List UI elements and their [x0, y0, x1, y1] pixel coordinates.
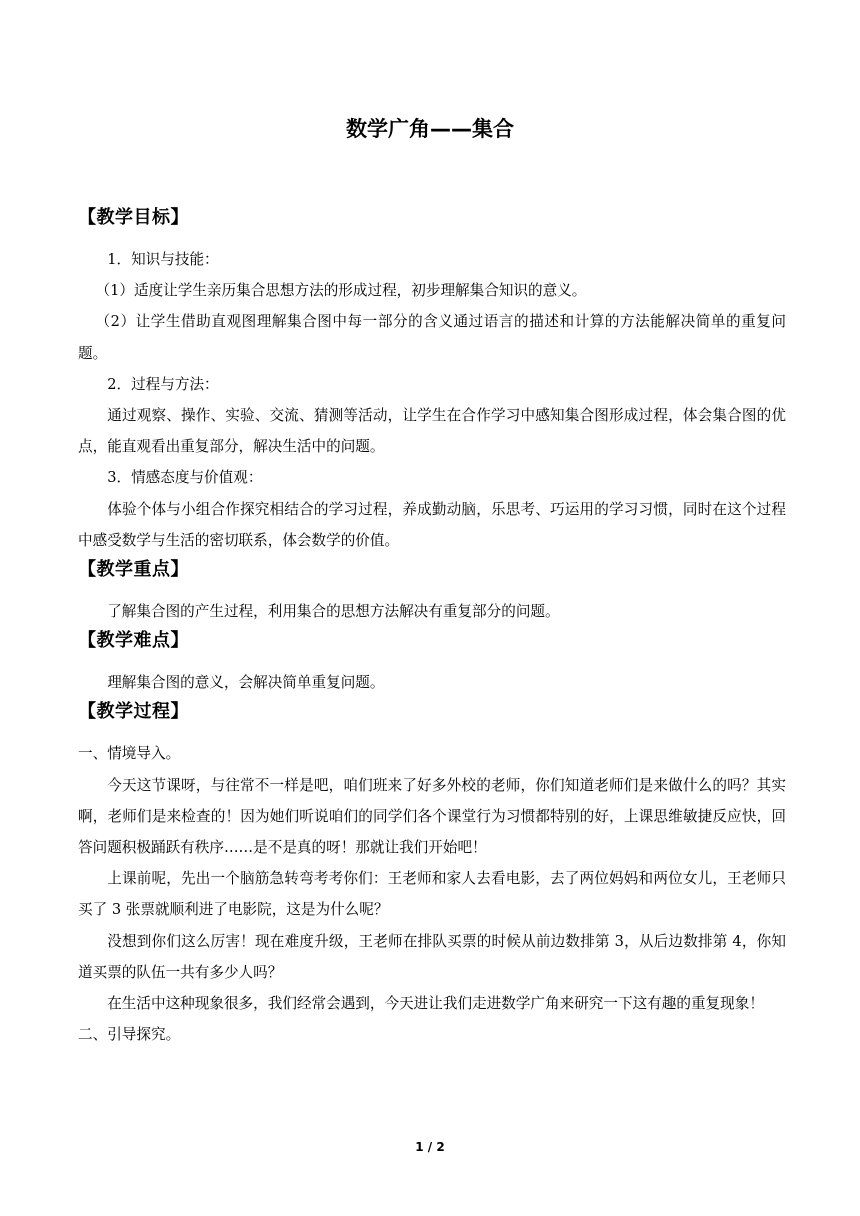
section-heading-difficulties: 【教学难点】	[78, 630, 189, 652]
section-heading-objectives: 【教学目标】	[78, 207, 189, 228]
section-heading-process: 【教学过程】	[78, 701, 189, 723]
objective-line: 通过观察、操作、实验、交流、猜测等活动，让学生在合作学习中感知集合图形成过程，体会集合图的优点，能直观看出重复部分，解决生活中的问题。	[78, 407, 786, 456]
process-paragraph: 今天这节课呀，与往常不一样是吧，咱们班来了好多外校的老师，你们知道老师们是来做什么的吗？其实啊，老师们是来检查的！因为她们听说咱们的同学们各个课堂行为习惯都特别的好，上课思维敏捷反应快，回答问题积极踊跃有秩序……是不是真的呀！那就让我们开始吧！	[78, 776, 786, 857]
process-step-heading: 二、引导探究。	[78, 1026, 181, 1044]
page-number: 1 / 2	[415, 1140, 445, 1154]
section-heading-key-points: 【教学重点】	[78, 559, 189, 581]
process-step-heading: 一、情境导入。	[78, 745, 181, 763]
objective-line: 2．过程与方法：	[107, 375, 219, 393]
document-title: 数学广角——集合	[346, 117, 514, 141]
objective-line: 1．知识与技能：	[107, 251, 219, 268]
difficulties-text: 理解集合图的意义，会解决简单重复问题。	[107, 674, 385, 692]
objective-line: 体验个体与小组合作探究相结合的学习过程，养成勤动脑，乐思考、巧运用的学习习惯，同时在这个过程中感受数学与生活的密切联系，体会数学的价值。	[78, 500, 786, 549]
key-points-text: 了解集合图的产生过程，利用集合的思想方法解决有重复部分的问题。	[107, 603, 560, 621]
objective-line: （1）适度让学生亲历集合思想方法的形成过程，初步理解集合知识的意义。	[95, 282, 587, 300]
document-body	[78, 204, 786, 1050]
process-paragraph: 上课前呢，先出一个脑筋急转弯考考你们：王老师和家人去看电影，去了两位妈妈和两位女儿，王老师只买了 3 张票就顺利进了电影院，这是为什么呢？	[78, 870, 786, 919]
process-paragraph: 在生活中这种现象很多，我们经常会遇到，今天进让我们走进数学广角来研究一下这有趣的重复现象！	[107, 995, 764, 1013]
objective-line: （2）让学生借助直观图理解集合图中每一部分的含义通过语言的描述和计算的方法能解决简单的重复问题。	[78, 313, 786, 362]
objective-line: 3．情感态度与价值观：	[107, 469, 263, 487]
process-paragraph: 没想到你们这么厉害！现在难度升级，王老师在排队买票的时候从前边数排第 3，从后边数排第 4，你知道买票的队伍一共有多少人吗？	[78, 932, 786, 981]
